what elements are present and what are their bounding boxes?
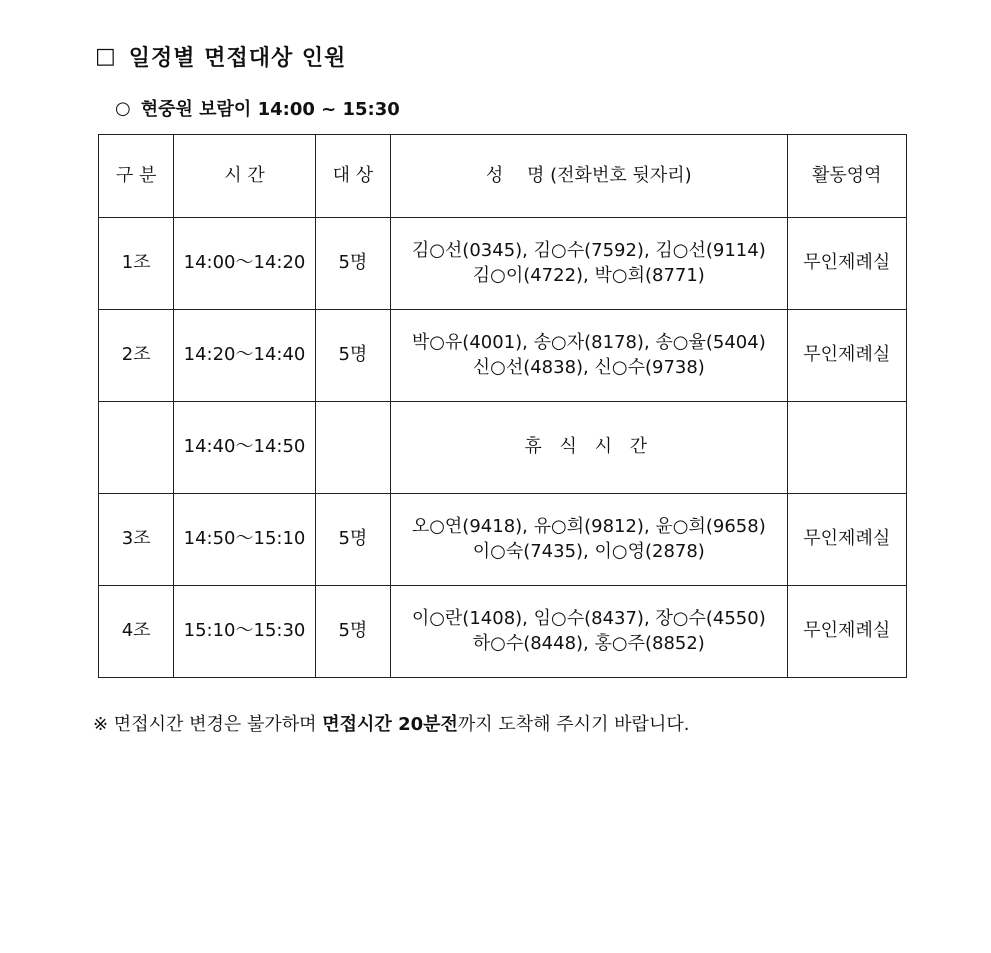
names-line: 이○숙(7435), 이○영(2878)	[472, 540, 705, 562]
group-cell: 4조	[99, 586, 174, 678]
arrival-notice	[93, 708, 689, 738]
table-row	[99, 218, 907, 310]
group-cell: 1조	[99, 218, 174, 310]
header-area: 활동영역	[787, 135, 906, 218]
table-row	[99, 310, 907, 402]
square-bullet-icon: □	[95, 43, 117, 69]
names-cell	[391, 402, 787, 494]
names-cell	[391, 494, 787, 586]
session-subtitle	[115, 93, 400, 123]
count-cell: 5명	[315, 218, 390, 310]
interview-schedule-table	[98, 134, 907, 678]
names-line: 하○수(8448), 홍○주(8852)	[472, 632, 705, 654]
count-cell: 5명	[315, 494, 390, 586]
time-cell: 14:40～14:50	[174, 402, 316, 494]
notice-suffix: 까지 도착해 주시기 바랍니다.	[457, 714, 690, 735]
count-cell: 5명	[315, 586, 390, 678]
area-cell: 무인제례실	[787, 586, 906, 678]
session-subtitle-text: 현중원 보람이 14:00 ~ 15:30	[140, 99, 400, 120]
names-line: 박○유(4001), 송○자(8178), 송○율(5404)	[411, 332, 766, 354]
names-cell	[391, 310, 787, 402]
header-group: 구 분	[99, 135, 174, 218]
group-cell: 2조	[99, 310, 174, 402]
header-names: 성 명 (전화번호 뒷자리)	[391, 135, 787, 218]
names-line: 오○연(9418), 유○희(9812), 윤○희(9658)	[411, 516, 766, 538]
header-time: 시 간	[174, 135, 316, 218]
table-row	[99, 494, 907, 586]
break-time-label: 휴 식 시 간	[524, 436, 654, 458]
names-line: 신○선(4838), 신○수(9738)	[472, 356, 705, 378]
group-cell: 3조	[99, 494, 174, 586]
group-cell	[99, 402, 174, 494]
names-line: 이○란(1408), 임○수(8437), 장○수(4550)	[411, 608, 766, 630]
names-line: 김○이(4722), 박○희(8771)	[472, 264, 705, 286]
table-row	[99, 586, 907, 678]
area-cell: 무인제례실	[787, 494, 906, 586]
count-cell: 5명	[315, 310, 390, 402]
area-cell	[787, 402, 906, 494]
circle-bullet-icon: ○	[115, 97, 131, 119]
count-cell	[315, 402, 390, 494]
names-line: 김○선(0345), 김○수(7592), 김○선(9114)	[411, 240, 766, 262]
names-cell	[391, 586, 787, 678]
table-row-break	[99, 402, 907, 494]
section-title-text: 일정별 면접대상 인원	[128, 45, 347, 71]
area-cell: 무인제례실	[787, 310, 906, 402]
table-header-row	[99, 135, 907, 218]
header-count: 대 상	[315, 135, 390, 218]
notice-prefix: ※ 면접시간 변경은 불가하며	[93, 714, 323, 735]
section-title	[95, 40, 346, 72]
notice-emphasis: 면접시간 20분전	[322, 714, 458, 735]
time-cell: 15:10～15:30	[174, 586, 316, 678]
time-cell: 14:50～15:10	[174, 494, 316, 586]
area-cell: 무인제례실	[787, 218, 906, 310]
time-cell: 14:20～14:40	[174, 310, 316, 402]
time-cell: 14:00～14:20	[174, 218, 316, 310]
names-cell	[391, 218, 787, 310]
